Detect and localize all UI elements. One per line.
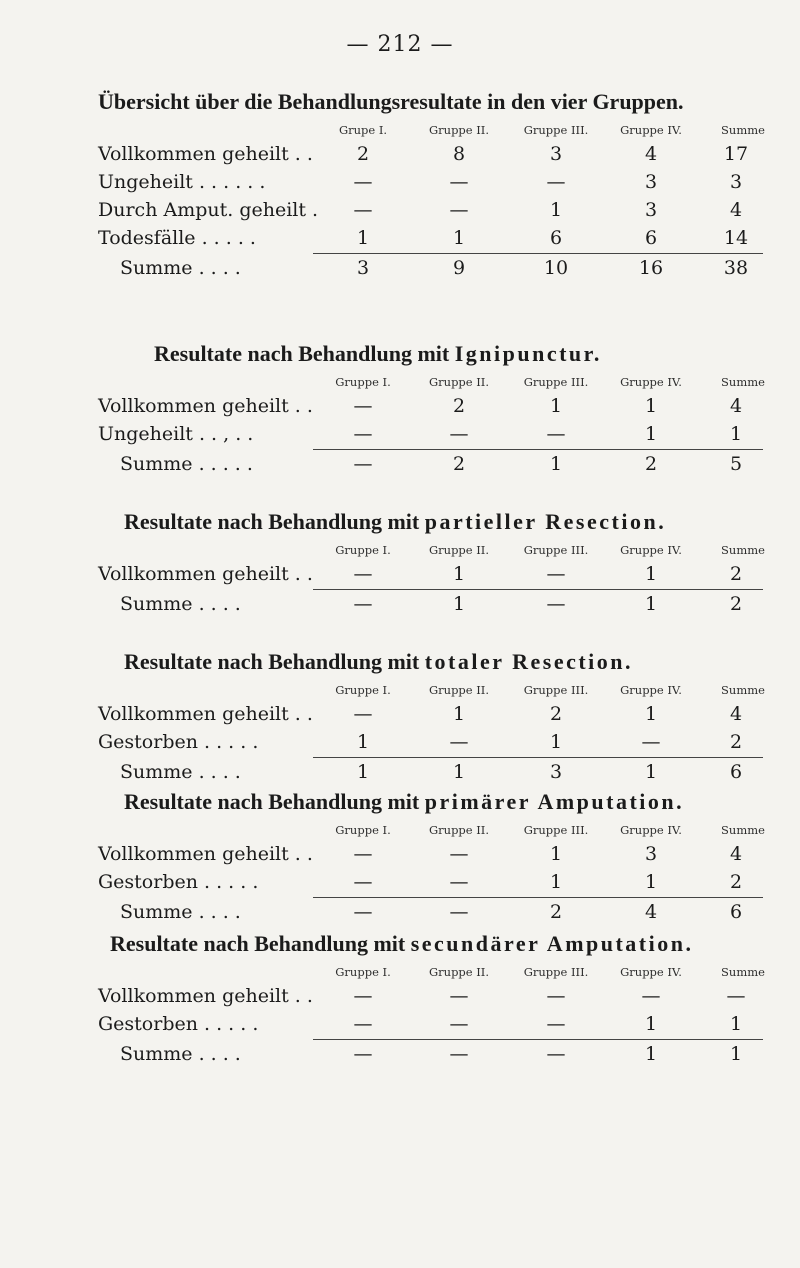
- cell-value: 4: [729, 843, 743, 865]
- row-label: Vollkommen geheilt . .: [98, 985, 313, 1007]
- cell-value: 1: [452, 593, 466, 615]
- table-section: [98, 508, 765, 618]
- total-row: [98, 898, 760, 926]
- section-title-text: Resultate nach Behandlung mit: [124, 789, 425, 814]
- column-header: Gruppe II.: [428, 375, 489, 389]
- column-header: Gruppe III.: [523, 823, 589, 837]
- row-label: Summe . . . .: [120, 593, 241, 615]
- table-row: [98, 700, 760, 728]
- cell-value: —: [449, 901, 469, 923]
- table-row: [98, 168, 760, 196]
- column-header: Gruppe IV.: [620, 965, 682, 979]
- cell-value: 2: [644, 453, 658, 475]
- table-row: [98, 840, 760, 868]
- column-header: Grupe I.: [338, 123, 388, 137]
- cell-value: 6: [549, 227, 563, 249]
- table-row: [98, 392, 760, 420]
- cell-value: 1: [549, 871, 563, 893]
- column-header: Summe: [721, 543, 765, 557]
- section-title: [98, 508, 760, 536]
- section-title-text: Resultate nach Behandlung mit: [124, 649, 425, 674]
- column-header: Gruppe IV.: [620, 823, 682, 837]
- column-header: Summe: [721, 375, 765, 389]
- cell-value: —: [546, 593, 566, 615]
- total-row: [98, 450, 760, 478]
- cell-value: 38: [723, 257, 749, 279]
- column-header: Gruppe II.: [428, 823, 489, 837]
- row-label: Ungeheilt . . , . .: [98, 423, 254, 445]
- table-row: [98, 1010, 760, 1038]
- page-number: — 212 —: [346, 32, 454, 57]
- column-header: Gruppe IV.: [620, 375, 682, 389]
- cell-value: —: [353, 453, 373, 475]
- cell-value: 14: [723, 227, 749, 249]
- cell-value: —: [449, 1043, 469, 1065]
- row-label: Todesfälle . . . . .: [98, 227, 256, 249]
- column-header: Summe: [721, 965, 765, 979]
- cell-value: 4: [644, 901, 658, 923]
- cell-value: 1: [452, 563, 466, 585]
- column-header: Summe: [721, 823, 765, 837]
- cell-value: —: [449, 871, 469, 893]
- section-title-text: Übersicht über die Behandlungsresultate in den vier Gruppen.: [98, 89, 684, 114]
- cell-value: 4: [644, 143, 658, 165]
- cell-value: 2: [729, 871, 743, 893]
- cell-value: 1: [644, 395, 658, 417]
- table-row: [98, 728, 760, 756]
- cell-value: 9: [452, 257, 466, 279]
- cell-value: —: [353, 395, 373, 417]
- table-row: [98, 420, 760, 448]
- row-label: Gestorben . . . . .: [98, 871, 259, 893]
- total-row: [98, 1040, 760, 1068]
- column-header: Gruppe III.: [523, 123, 589, 137]
- cell-value: —: [641, 731, 661, 753]
- row-label: Summe . . . .: [120, 1043, 241, 1065]
- cell-value: 1: [356, 731, 370, 753]
- cell-value: —: [353, 871, 373, 893]
- row-label: Gestorben . . . . .: [98, 731, 259, 753]
- cell-value: 1: [452, 761, 466, 783]
- cell-value: —: [449, 1013, 469, 1035]
- column-header: Summe: [721, 683, 765, 697]
- section-title-emphasis: primärer Amputation.: [424, 789, 685, 814]
- column-header: Gruppe I.: [335, 683, 391, 697]
- section-title: [98, 930, 760, 958]
- cell-value: 1: [549, 395, 563, 417]
- cell-value: —: [353, 563, 373, 585]
- cell-value: 6: [644, 227, 658, 249]
- column-headers: [98, 120, 765, 140]
- cell-value: 16: [638, 257, 664, 279]
- cell-value: —: [449, 423, 469, 445]
- section-title: [98, 88, 760, 116]
- row-label: Summe . . . .: [120, 761, 241, 783]
- column-header: Gruppe III.: [523, 375, 589, 389]
- cell-value: 1: [644, 423, 658, 445]
- column-header: Gruppe IV.: [620, 683, 682, 697]
- row-label: Summe . . . . .: [120, 453, 253, 475]
- column-headers: [98, 372, 765, 392]
- cell-value: 1: [729, 1013, 743, 1035]
- cell-value: —: [546, 1043, 566, 1065]
- cell-value: —: [353, 199, 373, 221]
- cell-value: 1: [729, 423, 743, 445]
- column-headers: [98, 540, 765, 560]
- cell-value: 3: [644, 171, 658, 193]
- table-section: [98, 930, 765, 1068]
- total-row: [98, 254, 760, 282]
- table-row: [98, 868, 760, 896]
- cell-value: 6: [729, 761, 743, 783]
- section-title-emphasis: totaler Resection.: [424, 649, 634, 674]
- cell-value: 1: [549, 199, 563, 221]
- cell-value: —: [353, 901, 373, 923]
- cell-value: 5: [729, 453, 743, 475]
- cell-value: 3: [644, 199, 658, 221]
- section-title-emphasis: secundärer Amputation.: [410, 931, 694, 956]
- cell-value: 2: [729, 563, 743, 585]
- cell-value: 1: [644, 703, 658, 725]
- column-header: Gruppe I.: [335, 965, 391, 979]
- cell-value: 1: [644, 871, 658, 893]
- cell-value: —: [353, 1043, 373, 1065]
- row-label: Summe . . . .: [120, 257, 241, 279]
- cell-value: 1: [549, 731, 563, 753]
- column-header: Gruppe II.: [428, 683, 489, 697]
- cell-value: —: [353, 1013, 373, 1035]
- table-row: [98, 560, 760, 588]
- cell-value: —: [449, 199, 469, 221]
- cell-value: 1: [644, 1013, 658, 1035]
- column-headers: [98, 820, 765, 840]
- row-label: Vollkommen geheilt . .: [98, 395, 313, 417]
- section-title: [98, 648, 760, 676]
- cell-value: 4: [729, 199, 743, 221]
- cell-value: —: [353, 423, 373, 445]
- cell-value: 1: [644, 761, 658, 783]
- column-header: Summe: [721, 123, 765, 137]
- cell-value: 3: [644, 843, 658, 865]
- cell-value: —: [546, 563, 566, 585]
- section-title-emphasis: Ignipunctur.: [454, 341, 602, 366]
- total-row: [98, 758, 760, 786]
- cell-value: 2: [549, 703, 563, 725]
- cell-value: —: [546, 423, 566, 445]
- cell-value: —: [726, 985, 746, 1007]
- table-row: [98, 224, 760, 252]
- section-title-text: Resultate nach Behandlung mit: [110, 931, 411, 956]
- cell-value: —: [353, 171, 373, 193]
- cell-value: 2: [356, 143, 370, 165]
- column-header: Gruppe I.: [335, 543, 391, 557]
- row-label: Vollkommen geheilt . .: [98, 843, 313, 865]
- row-label: Vollkommen geheilt . .: [98, 143, 313, 165]
- cell-value: —: [641, 985, 661, 1007]
- column-header: Gruppe II.: [428, 543, 489, 557]
- column-header: Gruppe II.: [428, 123, 489, 137]
- cell-value: 4: [729, 395, 743, 417]
- cell-value: 4: [729, 703, 743, 725]
- row-label: Vollkommen geheilt . .: [98, 563, 313, 585]
- cell-value: 10: [543, 257, 569, 279]
- cell-value: 1: [644, 1043, 658, 1065]
- section-title: [98, 788, 760, 816]
- cell-value: —: [546, 985, 566, 1007]
- cell-value: 1: [644, 563, 658, 585]
- cell-value: 3: [549, 143, 563, 165]
- column-headers: [98, 962, 765, 982]
- cell-value: —: [546, 1013, 566, 1035]
- cell-value: —: [353, 593, 373, 615]
- cell-value: 2: [729, 593, 743, 615]
- table-row: [98, 982, 760, 1010]
- cell-value: 2: [729, 731, 743, 753]
- row-label: Vollkommen geheilt . .: [98, 703, 313, 725]
- column-header: Gruppe II.: [428, 965, 489, 979]
- column-header: Gruppe IV.: [620, 543, 682, 557]
- cell-value: 8: [452, 143, 466, 165]
- row-label: Gestorben . . . . .: [98, 1013, 259, 1035]
- cell-value: 2: [452, 395, 466, 417]
- table-section: [98, 340, 765, 478]
- section-title: [98, 340, 760, 368]
- column-header: Gruppe I.: [335, 375, 391, 389]
- cell-value: 1: [549, 843, 563, 865]
- cell-value: 1: [356, 227, 370, 249]
- table-section: [98, 88, 765, 282]
- cell-value: 6: [729, 901, 743, 923]
- row-label: Durch Amput. geheilt .: [98, 199, 319, 221]
- row-label: Summe . . . .: [120, 901, 241, 923]
- table-row: [98, 140, 760, 168]
- cell-value: 2: [452, 453, 466, 475]
- column-header: Gruppe I.: [335, 823, 391, 837]
- cell-value: —: [353, 703, 373, 725]
- section-title-text: Resultate nach Behandlung mit: [154, 341, 455, 366]
- column-header: Gruppe IV.: [620, 123, 682, 137]
- cell-value: 1: [644, 593, 658, 615]
- cell-value: —: [449, 843, 469, 865]
- cell-value: —: [353, 843, 373, 865]
- table-row: [98, 196, 760, 224]
- column-header: Gruppe III.: [523, 683, 589, 697]
- cell-value: 1: [729, 1043, 743, 1065]
- cell-value: 3: [356, 257, 370, 279]
- cell-value: 1: [452, 703, 466, 725]
- cell-value: 1: [549, 453, 563, 475]
- cell-value: —: [449, 985, 469, 1007]
- table-section: [98, 648, 765, 786]
- cell-value: —: [353, 985, 373, 1007]
- section-title-emphasis: partieller Resection.: [424, 509, 667, 534]
- column-headers: [98, 680, 765, 700]
- cell-value: 17: [723, 143, 749, 165]
- cell-value: 1: [452, 227, 466, 249]
- cell-value: —: [546, 171, 566, 193]
- cell-value: —: [449, 171, 469, 193]
- table-section: [98, 788, 765, 926]
- cell-value: 1: [356, 761, 370, 783]
- section-title-text: Resultate nach Behandlung mit: [124, 509, 425, 534]
- total-row: [98, 590, 760, 618]
- row-label: Ungeheilt . . . . . .: [98, 171, 266, 193]
- column-header: Gruppe III.: [523, 543, 589, 557]
- cell-value: —: [449, 731, 469, 753]
- cell-value: 3: [729, 171, 743, 193]
- cell-value: 3: [549, 761, 563, 783]
- column-header: Gruppe III.: [523, 965, 589, 979]
- cell-value: 2: [549, 901, 563, 923]
